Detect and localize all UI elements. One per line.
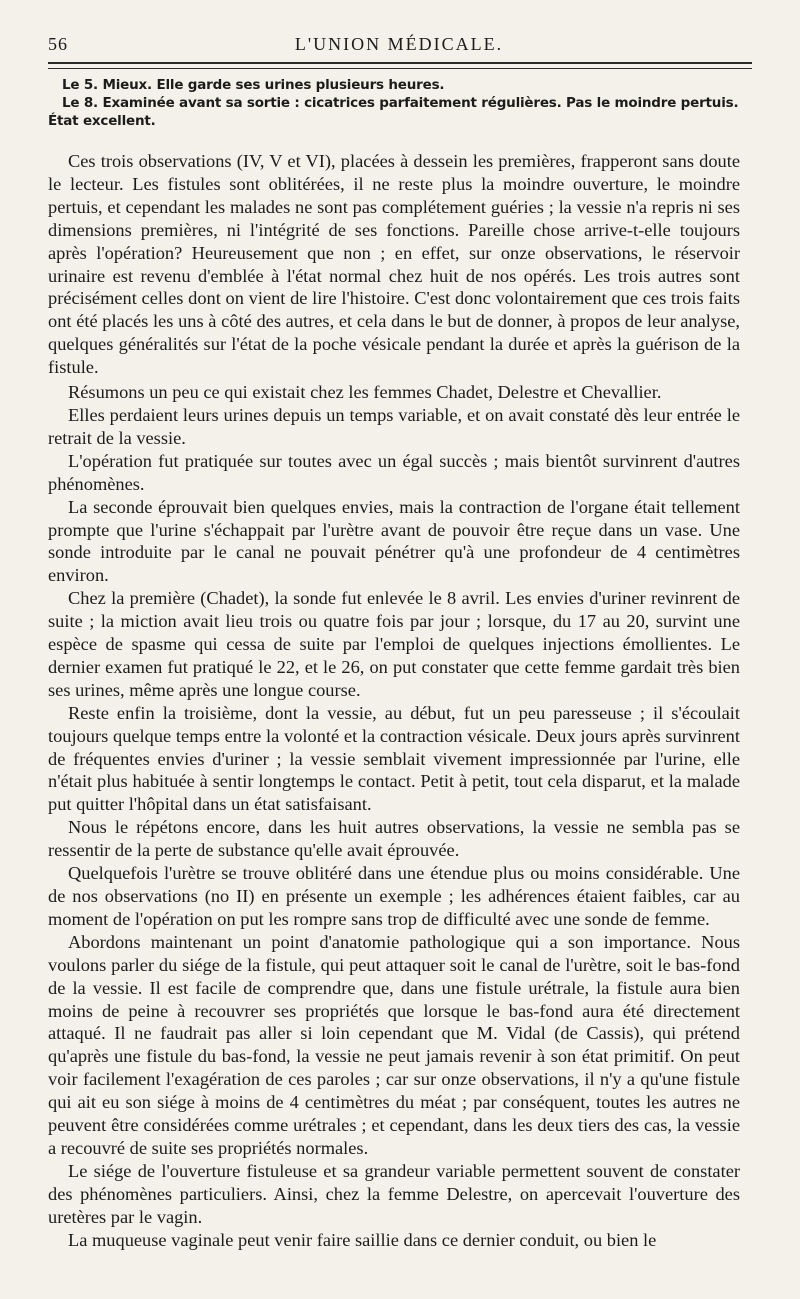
note-line: État excellent. [48,113,156,129]
paragraph: Chez la première (Chadet), la sonde fut enlevée le 8 avril. Les envies d'uriner revinrent de suite ; la miction avait lieu trois ou quatre fois par jour ; lorsque, du 17 au 20, survint une espèce de spasme qui cessa de suite par l'emploi de quelques injections émollientes. Le dernier examen fut pratiqué le 22, et le 26, on put constater que cette femme gardait très bien ses urines, même après une longue course. [48,588,740,700]
paragraph: Quelquefois l'urètre se trouve oblitéré dans une étendue plus ou moins considérable. Une de nos observations (no II) en présente un exemple ; les adhérences étaient faibles, car au moment de l'opération on put les rompre sans trop de difficulté avec une sonde de femme. [48,863,740,929]
note-line: Le 5. Mieux. Elle garde ses urines plusieurs heures. [62,77,445,93]
paragraph: Le siége de l'ouverture fistuleuse et sa grandeur variable permettent souvent de constater des phénomènes particuliers. Ainsi, chez la femme Delestre, on apercevait l'ouverture des uretères par le vagin. [48,1160,740,1227]
paragraph: La seconde éprouvait bien quelques envies, mais la contraction de l'organe était tellement prompte que l'urine s'échappait par l'urètre avant de pouvoir être reçue dans un vase. Une sonde introduite par le canal ne pouvait pénétrer qu'à une profondeur de 4 centimètres environ. [48,496,740,586]
paragraph: Abordons maintenant un point d'anatomie pathologique qui a son importance. Nous voulons parler du siége de la fistule, qui peut attaquer soit le canal de l'urètre, soit le bas-fond de la vessie. Il est facile de comprendre que, dans une fistule urétrale, la fistule aura bien moins de peine à recouvrer ses propriétés que lorsque le bas-fond aura été directement attaqué. Il ne faudrait pas aller si loin cependant que M. Vidal (de Cassis), qui prétend qu'après une fistule du bas-fond, la vessie ne peut jamais revenir à son état primitif. On peut voir facilement l'exagération de ces paroles ; car sur onze observations, il n'y a qu'une fistule qui ait eu son siége à moins de 4 centimètres du méat ; par conséquent, toutes les autres ne peuvent être considérées comme urétrales ; et cependant, dans les deux tiers des cas, la vessie a recouvré de suite ses propriétés normales. [48,931,740,1158]
paragraph: Reste enfin la troisième, dont la vessie, au début, fut un peu paresseuse ; il s'écoulait toujours quelque temps entre la volonté et la contraction vésicale. Deux jours après survinrent de fréquentes envies d'uriner ; la vessie semblait vivement impressionnée par l'urine, elle n'était plus habituée à sentir longtemps le contact. Petit à petit, tout cela disparut, et la malade put quitter l'hôpital dans un état satisfaisant. [48,702,740,815]
paragraph: La muqueuse vaginale peut venir faire saillie dans ce dernier conduit, ou bien le [68,1229,657,1250]
clinical-notes [48,76,742,130]
article-body [48,150,740,1252]
paragraph: L'opération fut pratiquée sur toutes avec un égal succès ; mais bientôt survinrent d'autres phénomènes. [48,450,740,494]
header-rule-thick [48,62,752,64]
running-title: L'UNION MÉDICALE. [294,34,504,54]
paragraph: Résumons un peu ce qui existait chez les femmes Chadet, Delestre et Chevallier. [68,382,662,403]
page-number: 56 [48,34,68,54]
page-header [48,30,750,56]
paragraph: Nous le répétons encore, dans les huit autres observations, la vessie ne sembla pas se ressentir de la perte de substance qu'elle avait éprouvée. [48,817,740,861]
note-line: Le 8. Examinée avant sa sortie : cicatrices parfaitement régulières. Pas le moindre pertuis. [62,95,739,111]
header-rule-thin [48,68,752,69]
paragraph: Elles perdaient leurs urines depuis un temps variable, et on avait constaté dès leur entrée le retrait de la vessie. [48,404,740,448]
paragraph: Ces trois observations (IV, V et VI), placées à dessein les premières, frapperont sans doute le lecteur. Les fistules sont oblitérées, il ne reste plus la moindre ouverture, le moindre pertuis, et cependant les malades ne sont pas complétement guéries ; la vessie n'a repris ni ses dimensions premières, ni l'intégrité de ses fonctions. Pareille chose arrive-t-elle toujours après l'opération? Heureusement que non ; en effet, sur onze observations, le réservoir urinaire est revenu d'emblée à l'état normal chez huit de nos opérés. Les trois autres sont précisément celles dont on vient de lire l'histoire. C'est donc volontairement que ces trois faits ont été placés les uns à côté des autres, et cela dans le but de donner, à propos de leur analyse, quelques généralités sur l'état de la poche vésicale pendant la durée et après la guérison de la fistule. [48,151,740,378]
